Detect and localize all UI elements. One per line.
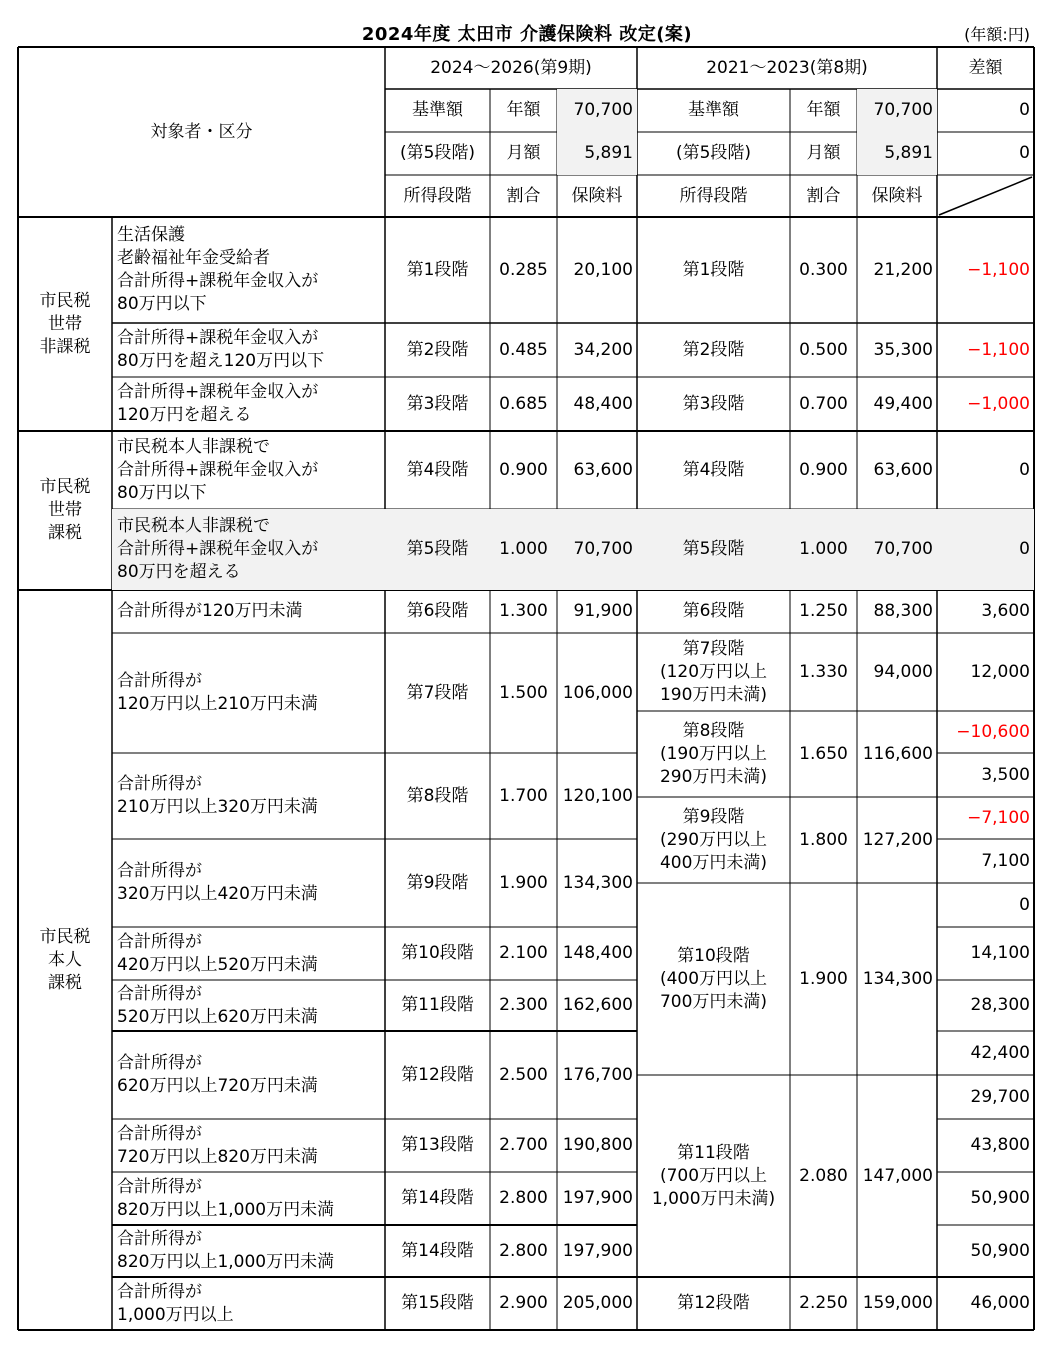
- new-premium-cell-text: 197,900: [562, 1188, 633, 1208]
- old-stage-cell: [637, 633, 790, 711]
- diff-cell-text: 42,400: [970, 1042, 1030, 1063]
- header-old-stage5: [637, 132, 790, 175]
- new-ratio-cell: [490, 323, 557, 377]
- header-old-monthly-text: 5,891: [884, 143, 933, 163]
- old-premium-cell: [857, 509, 937, 590]
- old-ratio-cell-text: 0.900: [799, 459, 848, 480]
- old-stage-cell: [637, 883, 790, 1075]
- new-stage-cell-text: 第13段階: [401, 1135, 474, 1155]
- new-stage-cell-text: 第3段階: [406, 393, 469, 414]
- new-ratio-cell-text: 2.500: [499, 1064, 548, 1085]
- header-old-premium: [857, 175, 937, 217]
- condition-cell-text: 合計所得+課税年金収入が 120万円を超える: [117, 382, 319, 425]
- old-stage-cell-text: 第3段階: [682, 393, 745, 414]
- new-ratio-cell-text: 2.800: [499, 1240, 548, 1261]
- old-premium-cell-text: 94,000: [873, 661, 933, 682]
- old-ratio-cell: [790, 633, 857, 711]
- new-stage-cell-text: 第14段階: [401, 1188, 474, 1208]
- group-label: [18, 217, 112, 431]
- diff-cell: [937, 590, 1034, 633]
- new-premium-cell-text: 190,800: [562, 1135, 633, 1155]
- header-new-base-text: 基準額: [412, 100, 463, 120]
- old-stage-cell-text: 第5段階: [682, 539, 745, 559]
- diff-cell: [937, 1075, 1034, 1119]
- header-old-ratio-text: 割合: [806, 185, 841, 206]
- condition-cell-text: 市民税本人非課税で 合計所得+課税年金収入が 80万円以下: [117, 436, 319, 503]
- new-premium-cell: [557, 633, 637, 753]
- diff-cell: [937, 509, 1034, 590]
- new-ratio-cell-text: 1.300: [499, 601, 548, 621]
- new-stage-cell-text: 第14段階: [401, 1240, 474, 1261]
- new-premium-cell-text: 162,600: [562, 995, 633, 1015]
- old-premium-cell-text: 49,400: [873, 393, 933, 414]
- diff-cell: [937, 1031, 1034, 1075]
- header-diff-monthly-text: 0: [1019, 143, 1030, 163]
- condition-cell: [112, 1031, 385, 1119]
- group-label-text: 市民税 本人 課税: [39, 926, 91, 993]
- diff-cell-text: 50,900: [970, 1188, 1030, 1208]
- old-premium-cell: [857, 883, 937, 1075]
- new-stage-cell-text: 第5段階: [406, 539, 469, 559]
- new-ratio-cell: [490, 217, 557, 323]
- page-title: 2024年度 太田市 介護保険料 改定(案): [361, 24, 693, 45]
- new-premium-cell: [557, 323, 637, 377]
- header-new-ratio-text: 割合: [506, 185, 541, 206]
- new-ratio-cell-text: 0.685: [499, 393, 548, 414]
- old-ratio-cell: [790, 377, 857, 431]
- condition-cell-text: 合計所得が 210万円以上320万円未満: [117, 774, 318, 817]
- new-premium-cell: [557, 377, 637, 431]
- header-old-monthly-label: [790, 132, 857, 175]
- new-premium-cell-text: 148,400: [562, 943, 633, 963]
- diff-cell-text: 7,100: [981, 850, 1030, 871]
- new-stage-cell: [385, 1277, 490, 1330]
- header-new-monthly-label-text: 月額: [506, 143, 541, 163]
- old-premium-cell-text: 116,600: [862, 743, 933, 764]
- old-ratio-cell-text: 1.650: [799, 743, 848, 764]
- new-ratio-cell-text: 2.300: [499, 995, 548, 1015]
- condition-cell-text: 合計所得が 120万円以上210万円未満: [117, 671, 318, 714]
- diff-cell-text: −1,100: [967, 339, 1030, 360]
- old-ratio-cell: [790, 590, 857, 633]
- condition-cell-text: 合計所得が120万円未満: [117, 601, 303, 621]
- header-new-annual-label: [490, 89, 557, 132]
- header-old-ratio: [790, 175, 857, 217]
- diff-cell-text: 29,700: [970, 1086, 1030, 1107]
- new-premium-cell: [557, 1225, 637, 1277]
- group-label: [18, 590, 112, 1330]
- diff-cell-text: 46,000: [970, 1293, 1030, 1313]
- header-new-premium-text: 保険料: [571, 185, 623, 206]
- new-premium-cell-text: 20,100: [573, 259, 633, 280]
- old-stage-cell-text: 第11段階 (700万円以上 1,000万円未満): [651, 1142, 776, 1209]
- old-ratio-cell-text: 1.330: [799, 661, 848, 682]
- diff-cell-text: 3,600: [981, 601, 1030, 621]
- new-premium-cell: [557, 217, 637, 323]
- new-stage-cell: [385, 927, 490, 980]
- old-premium-cell: [857, 377, 937, 431]
- new-stage-cell: [385, 980, 490, 1031]
- new-ratio-cell: [490, 1277, 557, 1330]
- diff-cell-text: 50,900: [970, 1240, 1030, 1261]
- diff-cell-text: 3,500: [981, 764, 1030, 785]
- header-new-premium: [557, 175, 637, 217]
- header-old-annual-label-text: 年額: [806, 100, 841, 120]
- header-old-period-text: 2021～2023(第8期): [706, 57, 868, 78]
- condition-cell-text: 生活保護 老齢福祉年金受給者 合計所得+課税年金収入が 80万円以下: [117, 225, 319, 314]
- old-premium-cell-text: 70,700: [873, 539, 933, 559]
- old-premium-cell: [857, 633, 937, 711]
- old-stage-cell-text: 第4段階: [682, 459, 745, 480]
- new-ratio-cell: [490, 590, 557, 633]
- header-diff-annual-text: 0: [1019, 100, 1030, 120]
- diff-cell: [937, 377, 1034, 431]
- diff-cell: [937, 1119, 1034, 1172]
- old-premium-cell: [857, 711, 937, 797]
- new-stage-cell: [385, 753, 490, 839]
- diff-cell: [937, 431, 1034, 509]
- condition-cell: [112, 431, 385, 509]
- new-premium-cell-text: 205,000: [562, 1293, 633, 1313]
- new-ratio-cell-text: 1.000: [499, 539, 548, 559]
- diff-cell-text: 0: [1019, 894, 1030, 915]
- diff-cell: [937, 883, 1034, 927]
- new-ratio-cell-text: 1.900: [499, 872, 548, 893]
- old-premium-cell-text: 35,300: [873, 339, 933, 360]
- condition-cell: [112, 633, 385, 753]
- old-stage-cell: [637, 711, 790, 797]
- old-premium-cell: [857, 217, 937, 323]
- header-new-annual: [557, 89, 637, 132]
- condition-cell: [112, 1277, 385, 1330]
- diff-cell-text: 14,100: [970, 943, 1030, 963]
- header-old-base: [637, 89, 790, 132]
- header-new-stage5-text: (第5段階): [399, 143, 476, 163]
- old-stage-cell-text: 第7段階 (120万円以上 190万円未満): [659, 638, 768, 705]
- diff-cell-text: 12,000: [970, 661, 1030, 682]
- new-ratio-cell-text: 2.700: [499, 1135, 548, 1155]
- new-premium-cell: [557, 839, 637, 927]
- new-ratio-cell-text: 1.700: [499, 785, 548, 806]
- new-premium-cell-text: 197,900: [562, 1240, 633, 1261]
- old-ratio-cell-text: 2.080: [799, 1165, 848, 1186]
- new-premium-cell-text: 120,100: [562, 785, 633, 806]
- new-premium-cell-text: 106,000: [562, 682, 633, 703]
- old-ratio-cell: [790, 1075, 857, 1277]
- new-stage-cell: [385, 1031, 490, 1119]
- old-premium-cell-text: 88,300: [873, 601, 933, 621]
- new-premium-cell-text: 70,700: [573, 539, 633, 559]
- condition-cell: [112, 1225, 385, 1277]
- old-stage-cell-text: 第9段階 (290万円以上 400万円未満): [659, 806, 768, 873]
- old-ratio-cell-text: 0.500: [799, 339, 848, 360]
- header-old-stage5-text: (第5段階): [675, 143, 752, 163]
- new-stage-cell-text: 第2段階: [406, 339, 469, 360]
- old-premium-cell-text: 63,600: [873, 459, 933, 480]
- header-old-monthly: [857, 132, 937, 175]
- condition-cell-text: 合計所得が 820万円以上1,000万円未満: [117, 1229, 335, 1272]
- new-stage-cell-text: 第6段階: [406, 601, 469, 621]
- old-premium-cell: [857, 797, 937, 883]
- header-old-premium-text: 保険料: [871, 185, 923, 206]
- diff-cell-text: −10,600: [956, 721, 1030, 742]
- diff-cell-text: 0: [1019, 459, 1030, 480]
- new-ratio-cell: [490, 431, 557, 509]
- diff-cell: [937, 633, 1034, 711]
- header-new-stage-text: 所得段階: [403, 185, 472, 206]
- old-ratio-cell-text: 1.800: [799, 829, 848, 850]
- diff-cell: [937, 1172, 1034, 1225]
- new-ratio-cell: [490, 377, 557, 431]
- old-ratio-cell: [790, 711, 857, 797]
- new-stage-cell-text: 第9段階: [406, 872, 469, 893]
- old-premium-cell-text: 127,200: [862, 829, 933, 850]
- new-stage-cell: [385, 633, 490, 753]
- condition-cell-text: 合計所得が 720万円以上820万円未満: [117, 1123, 318, 1167]
- new-stage-cell-text: 第7段階: [406, 682, 469, 703]
- new-premium-cell: [557, 431, 637, 509]
- condition-cell: [112, 1172, 385, 1225]
- diff-cell-text: −1,000: [967, 393, 1030, 414]
- old-stage-cell: [637, 431, 790, 509]
- header-diff-text: 差額: [968, 57, 1003, 78]
- condition-cell-text: 合計所得が 320万円以上420万円未満: [117, 861, 318, 904]
- condition-cell: [112, 1119, 385, 1172]
- diff-cell: [937, 980, 1034, 1031]
- new-ratio-cell: [490, 839, 557, 927]
- old-ratio-cell-text: 1.900: [799, 968, 848, 989]
- old-stage-cell-text: 第6段階: [682, 601, 745, 621]
- old-ratio-cell-text: 0.300: [799, 259, 848, 280]
- header-new-monthly-text: 5,891: [584, 143, 633, 163]
- condition-cell: [112, 323, 385, 377]
- condition-cell-text: 合計所得+課税年金収入が 80万円を超え120万円以下: [117, 328, 325, 371]
- header-new-base: [385, 89, 490, 132]
- old-stage-cell: [637, 377, 790, 431]
- new-stage-cell: [385, 1225, 490, 1277]
- condition-cell: [112, 590, 385, 633]
- new-stage-cell-text: 第15段階: [401, 1293, 474, 1313]
- group-label-text: 市民税 世帯 課税: [39, 477, 91, 543]
- header-diff-annual: [937, 89, 1034, 132]
- new-stage-cell: [385, 1119, 490, 1172]
- condition-cell: [112, 509, 385, 590]
- old-ratio-cell: [790, 1277, 857, 1330]
- old-stage-cell: [637, 1277, 790, 1330]
- old-stage-cell: [637, 509, 790, 590]
- diff-cell-text: 28,300: [970, 995, 1030, 1015]
- header-new-stage: [385, 175, 490, 217]
- old-premium-cell: [857, 1075, 937, 1277]
- new-ratio-cell: [490, 1031, 557, 1119]
- header-new-annual-label-text: 年額: [506, 100, 541, 120]
- diff-cell-text: 0: [1019, 539, 1030, 559]
- group-label-text: 市民税 世帯 非課税: [39, 290, 91, 357]
- header-old-annual: [857, 89, 937, 132]
- old-premium-cell-text: 159,000: [862, 1293, 933, 1313]
- header-new-monthly-label: [490, 132, 557, 175]
- condition-cell-text: 合計所得が 620万円以上720万円未満: [117, 1053, 318, 1096]
- new-stage-cell: [385, 217, 490, 323]
- new-premium-cell: [557, 927, 637, 980]
- old-stage-cell: [637, 797, 790, 883]
- header-diff-monthly: [937, 132, 1034, 175]
- new-premium-cell: [557, 1172, 637, 1225]
- new-stage-cell-text: 第4段階: [406, 459, 469, 480]
- old-stage-cell: [637, 590, 790, 633]
- new-stage-cell: [385, 323, 490, 377]
- new-ratio-cell: [490, 633, 557, 753]
- new-ratio-cell-text: 1.500: [499, 682, 548, 703]
- header-diff: [937, 47, 1034, 89]
- new-stage-cell: [385, 1172, 490, 1225]
- condition-cell-text: 合計所得が 1,000万円以上: [117, 1281, 234, 1325]
- new-premium-cell-text: 91,900: [573, 601, 633, 621]
- condition-cell-text: 合計所得が 420万円以上520万円未満: [117, 931, 318, 975]
- old-premium-cell: [857, 1277, 937, 1330]
- header-old-annual-label: [790, 89, 857, 132]
- new-stage-cell: [385, 590, 490, 633]
- new-premium-cell: [557, 1277, 637, 1330]
- old-stage-cell: [637, 323, 790, 377]
- new-stage-cell-text: 第8段階: [406, 785, 469, 806]
- header-old-stage-text: 所得段階: [679, 185, 748, 206]
- old-ratio-cell: [790, 431, 857, 509]
- new-ratio-cell-text: 0.285: [499, 259, 548, 280]
- new-stage-cell-text: 第12段階: [401, 1064, 474, 1085]
- new-premium-cell-text: 34,200: [573, 339, 633, 360]
- header-old-period: [637, 47, 937, 89]
- diff-cell: [937, 323, 1034, 377]
- diff-cell: [937, 217, 1034, 323]
- new-premium-cell: [557, 980, 637, 1031]
- new-premium-cell-text: 48,400: [573, 393, 633, 414]
- grid-line: [939, 177, 1032, 215]
- group-label: [18, 431, 112, 590]
- header-new-ratio: [490, 175, 557, 217]
- new-premium-cell-text: 63,600: [573, 459, 633, 480]
- old-ratio-cell-text: 2.250: [799, 1293, 848, 1313]
- condition-cell: [112, 753, 385, 839]
- old-ratio-cell: [790, 217, 857, 323]
- condition-cell-text: 合計所得が 820万円以上1,000万円未満: [117, 1176, 335, 1220]
- diff-cell-text: 43,800: [970, 1135, 1030, 1155]
- diff-cell-text: −7,100: [967, 807, 1030, 828]
- old-stage-cell-text: 第10段階 (400万円以上 700万円未満): [659, 945, 768, 1012]
- new-ratio-cell: [490, 509, 557, 590]
- condition-cell-text: 合計所得が 520万円以上620万円未満: [117, 983, 318, 1027]
- old-stage-cell: [637, 1075, 790, 1277]
- diff-cell: [937, 753, 1034, 797]
- new-stage-cell-text: 第10段階: [401, 943, 474, 963]
- condition-cell: [112, 980, 385, 1031]
- new-stage-cell: [385, 509, 490, 590]
- diff-cell: [937, 1277, 1034, 1330]
- old-premium-cell-text: 21,200: [873, 259, 933, 280]
- old-premium-cell: [857, 323, 937, 377]
- condition-cell: [112, 927, 385, 980]
- old-stage-cell-text: 第8段階 (190万円以上 290万円未満): [659, 720, 768, 787]
- old-ratio-cell: [790, 797, 857, 883]
- header-old-stage: [637, 175, 790, 217]
- new-premium-cell: [557, 509, 637, 590]
- old-stage-cell-text: 第12段階: [677, 1293, 750, 1313]
- new-ratio-cell-text: 2.800: [499, 1188, 548, 1208]
- new-stage-cell-text: 第1段階: [406, 259, 469, 280]
- header-new-annual-text: 70,700: [573, 100, 633, 120]
- new-ratio-cell: [490, 1225, 557, 1277]
- condition-cell: [112, 839, 385, 927]
- old-stage-cell: [637, 217, 790, 323]
- new-stage-cell: [385, 839, 490, 927]
- new-stage-cell-text: 第11段階: [401, 995, 474, 1015]
- old-ratio-cell: [790, 883, 857, 1075]
- header-new-monthly: [557, 132, 637, 175]
- new-stage-cell: [385, 431, 490, 509]
- diff-cell: [937, 711, 1034, 753]
- condition-cell-text: 市民税本人非課税で 合計所得+課税年金収入が 80万円を超える: [117, 516, 319, 582]
- header-target-text: 対象者・区分: [150, 121, 253, 142]
- new-ratio-cell-text: 2.100: [499, 943, 548, 963]
- diff-cell-text: −1,100: [967, 259, 1030, 280]
- old-premium-cell: [857, 431, 937, 509]
- old-ratio-cell: [790, 323, 857, 377]
- header-old-base-text: 基準額: [688, 100, 739, 120]
- old-ratio-cell-text: 1.250: [799, 601, 848, 621]
- new-premium-cell-text: 176,700: [562, 1064, 633, 1085]
- header-new-period-text: 2024～2026(第9期): [430, 57, 592, 78]
- old-stage-cell-text: 第2段階: [682, 339, 745, 360]
- new-ratio-cell-text: 2.900: [499, 1293, 548, 1313]
- diff-cell: [937, 1225, 1034, 1277]
- diff-cell: [937, 839, 1034, 883]
- old-premium-cell-text: 134,300: [862, 968, 933, 989]
- new-ratio-cell: [490, 753, 557, 839]
- header-old-monthly-label-text: 月額: [806, 143, 841, 163]
- condition-cell: [112, 217, 385, 323]
- new-premium-cell-text: 134,300: [562, 872, 633, 893]
- new-stage-cell: [385, 377, 490, 431]
- header-new-stage5: [385, 132, 490, 175]
- new-ratio-cell: [490, 980, 557, 1031]
- header-target: [18, 47, 385, 217]
- old-ratio-cell-text: 0.700: [799, 393, 848, 414]
- old-ratio-cell: [790, 509, 857, 590]
- old-premium-cell: [857, 590, 937, 633]
- unit-label: (年額:円): [964, 25, 1030, 44]
- new-ratio-cell: [490, 1172, 557, 1225]
- new-premium-cell: [557, 590, 637, 633]
- new-ratio-cell-text: 0.485: [499, 339, 548, 360]
- new-ratio-cell: [490, 927, 557, 980]
- new-premium-cell: [557, 1119, 637, 1172]
- new-premium-cell: [557, 1031, 637, 1119]
- new-ratio-cell-text: 0.900: [499, 459, 548, 480]
- old-ratio-cell-text: 1.000: [799, 539, 848, 559]
- diff-cell: [937, 927, 1034, 980]
- condition-cell: [112, 377, 385, 431]
- diff-cell: [937, 797, 1034, 839]
- new-premium-cell: [557, 753, 637, 839]
- header-new-period: [385, 47, 637, 89]
- old-stage-cell-text: 第1段階: [682, 259, 745, 280]
- old-premium-cell-text: 147,000: [862, 1165, 933, 1186]
- header-old-annual-text: 70,700: [873, 100, 933, 120]
- new-ratio-cell: [490, 1119, 557, 1172]
